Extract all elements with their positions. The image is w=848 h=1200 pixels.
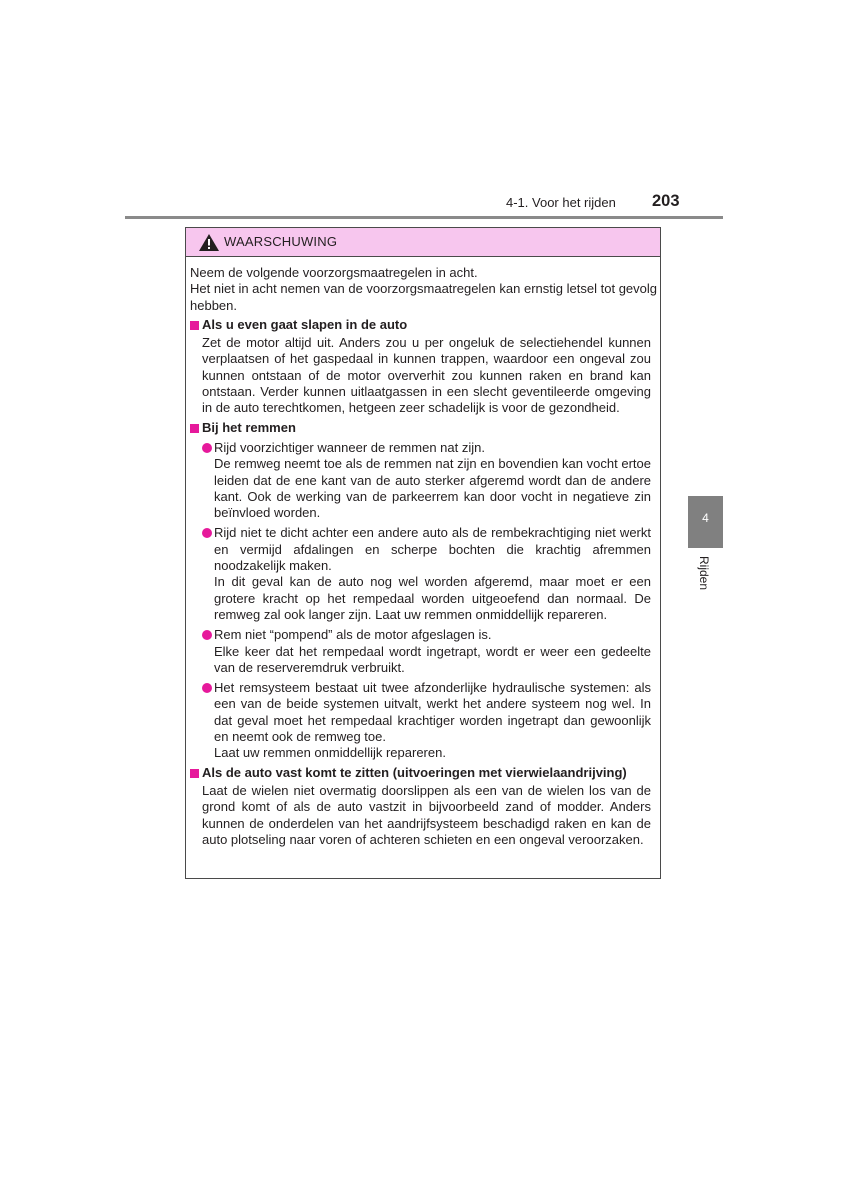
section-title: [190, 420, 657, 436]
bullet-detail: In dit geval kan de auto nog wel worden afgeremd, maar moet er een grotere kracht op het rempedaal worden uitgeoefend dan normaal. De remweg zal ook langer zijn. Laat uw remmen onmiddellijk repareren.: [214, 574, 651, 622]
pink-square-icon: [190, 424, 199, 433]
section-title: [190, 317, 657, 333]
intro-line: Neem de volgende voorzorgsmaatregelen in acht.: [190, 265, 478, 280]
warning-box: [185, 227, 661, 879]
warning-body: [190, 265, 657, 848]
section-text: Zet de motor altijd uit. Anders zou u per ongeluk de selectiehendel kunnen verplaatsen of het gaspedaal in kunnen trappen, waardoor een ongeval zou kunnen ontstaan of de motor oververhit zou kunnen raken en brand kan ontstaan. Verder kunnen uitlaatgassen in een slecht geventileerde omgeving in de auto terechtkomen, hetgeen zeer schadelijk is voor de gezondheid.: [202, 335, 651, 416]
pink-bullet-icon: [202, 443, 212, 453]
warning-title: WAARSCHUWING: [224, 234, 338, 249]
bullet-lead: Het remsysteem bestaat uit twee afzonderlijke hydraulische systemen: als een van de beide systemen uitvalt, werkt het andere systeem nog wel. In dat geval moet het rempedaal krachtiger worden ingetrapt dan gewoonlijk en neemt ook de remweg toe.: [214, 680, 651, 745]
intro-line: Het niet in acht nemen van de voorzorgsmaatregelen kan ernstig letsel tot gevolg hebben.: [190, 281, 657, 313]
bullet-lead: Rijd voorzichtiger wanneer de remmen nat zijn.: [214, 439, 485, 455]
pink-square-icon: [190, 769, 199, 778]
header-section-title: 4-1. Voor het rijden: [506, 195, 616, 210]
section-title: [190, 765, 657, 781]
bullet-item: [190, 627, 657, 676]
chapter-label: Rijden: [697, 556, 711, 591]
bullet-detail: Elke keer dat het rempedaal wordt ingetrapt, wordt er weer een gedeelte van de reserveremdruk verbruikt.: [214, 643, 651, 675]
warning-header: [186, 228, 660, 257]
bullet-lead: Rijd niet te dicht achter een andere auto als de rembekrachtiging niet werkt en vermijd afdalingen en scherpe bochten die krachtig afremmen noodzakelijk maken.: [214, 525, 651, 574]
header-divider: [125, 216, 723, 219]
bullet-detail: De remweg neemt toe als de remmen nat zijn en bovendien kan vocht ertoe leiden dat de ene kant van de auto sterker afgeremd wordt dan de andere kant. Ook de werking van de parkeerrem kan door vocht in negatieve zin beïnvloed worden.: [214, 456, 651, 521]
section-title-text: Als u even gaat slapen in de auto: [202, 316, 408, 332]
chapter-tab: 4: [688, 496, 723, 548]
bullet-item: [190, 440, 657, 521]
bullet-item: [190, 525, 657, 623]
section-title-text: Bij het remmen: [202, 419, 296, 435]
bullet-detail: Laat uw remmen onmiddellijk repareren.: [214, 745, 446, 761]
pink-bullet-icon: [202, 630, 212, 640]
bullet-item: [190, 680, 657, 761]
warning-triangle-icon: [198, 233, 220, 252]
bullet-lead: Rem niet “pompend” als de motor afgeslagen is.: [214, 627, 492, 643]
pink-bullet-icon: [202, 528, 212, 538]
pink-square-icon: [190, 321, 199, 330]
page-number: 203: [652, 192, 680, 210]
pink-bullet-icon: [202, 683, 212, 693]
section-text: Laat de wielen niet overmatig doorslippen als een van de wielen los van de grond komt of als de auto vastzit in bijvoorbeeld zand of modder. Anders kunnen de onderdelen van het aandrijfsysteem beschadigd raken en kan de auto plotseling naar voren of achteren schieten en een ongeval veroorzaken.: [202, 782, 651, 847]
section-title-text: Als de auto vast komt te zitten (uitvoeringen met vierwielaandrijving): [202, 764, 627, 780]
